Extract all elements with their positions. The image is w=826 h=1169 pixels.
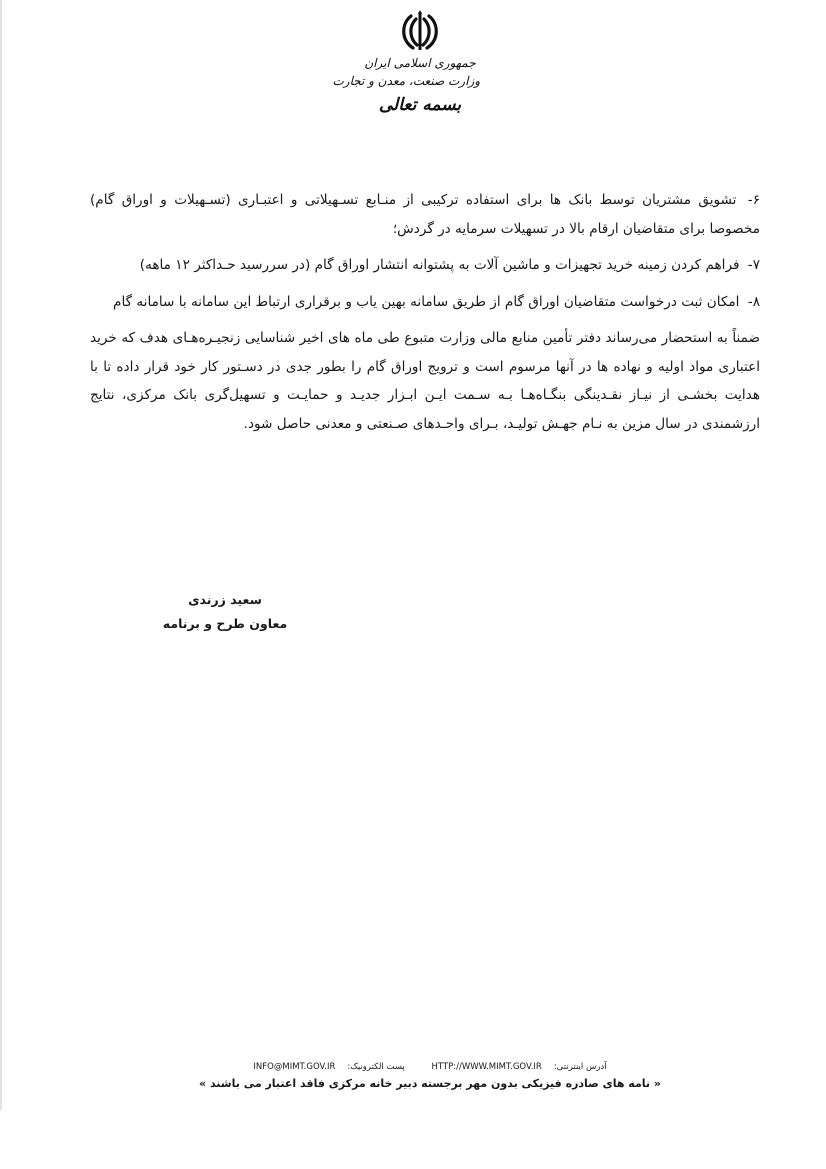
list-item [90, 288, 760, 317]
signer-name: سعید زرندی [188, 592, 262, 607]
email-link[interactable]: INFO@MIMT.GOV.IR [253, 1062, 336, 1072]
closing-paragraph: ضمناً به استحضار می‌رساند دفتر تأمین منابع مالی وزارت متبوع طی ماه های اخیر شناسایی زنجیـره‌هـای هدف که خرید اعتباری مواد اولیه و نهاده ها در آنها مرسوم است و ترویج اوراق گام را بطور جدی در دسـتور کار خود قرار داده تا با هدایت بخشـی از نیـاز نقـدینگی بنگـاه‌هـا بـه سـمت ایـن ابـزار جدیـد و حمایـت و تسهیل‌گری بانک مرکزی، نتایج ارزشمندی در سال مزین به نـام جهـش تولیـد، بـرای واحـدهای صـنعتی و معدنی حاصل شود. [90, 330, 760, 432]
list-item [90, 251, 760, 280]
footer [150, 1060, 710, 1094]
ministry-name: وزارت صنعت، معدن و تجارت [332, 74, 480, 88]
item-number: ۶- [747, 192, 760, 208]
validity-notice: « نامه های صادره فیزیکی بدون مهر برجسته دبیر خانه مرکزی فاقد اعتبار می باشند » [199, 1077, 661, 1090]
item-text: امکان ثبت درخواست متقاضیان اوراق گام از طریق سامانه بهین یاب و برقراری ارتباط این سامانه با سامانه گام [113, 293, 740, 310]
item-text: تشویق مشتریان توسط بانک ها برای استفاده ترکیبی از منـابع تسـهیلاتی و اعتبـاری (تسـهیلات و اوراق گام) مخصوصا برای متقاضیان ارقام بالا در تسهیلات سرمایه در گردش؛ [90, 192, 760, 237]
iran-emblem-icon [397, 8, 443, 54]
letterhead [332, 8, 480, 118]
footer-contacts [150, 1060, 710, 1074]
signer-title: معاون طرح و برنامه [162, 616, 288, 631]
item-number: ۸- [747, 293, 760, 310]
website-link[interactable]: HTTP://WWW.MIMT.GOV.IR [431, 1062, 542, 1072]
list-item [90, 186, 760, 243]
invocation: بسمه تعالی [378, 95, 462, 115]
email-label: پست الکترونیک: [347, 1062, 405, 1072]
item-number: ۷- [747, 257, 760, 273]
website-label: آدرس اینترنتی: [553, 1062, 607, 1072]
country-name: جمهوری اسلامی ایران [364, 56, 476, 70]
scan-edge [0, 0, 2, 1110]
signature-block [150, 588, 300, 636]
letter-body [90, 186, 760, 438]
item-text: فراهم کردن زمینه خرید تجهیزات و ماشین آلات به پشتوانه انتشار اوراق گام (در سررسید حـداکثر ۱۲ ماهه) [139, 257, 740, 273]
